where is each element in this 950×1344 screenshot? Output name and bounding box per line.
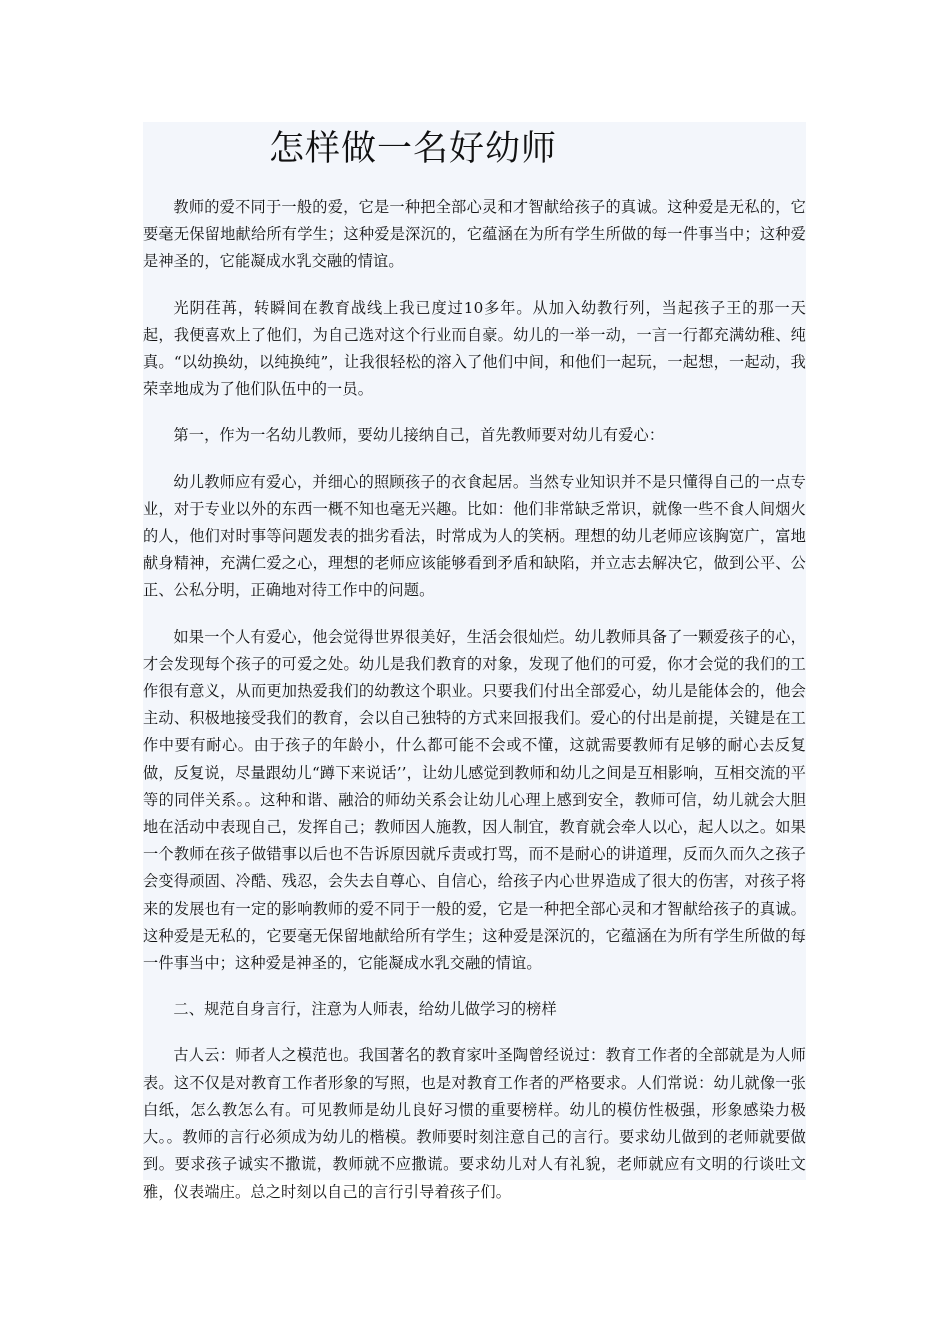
paragraph-love: 幼儿教师应有爱心，并细心的照顾孩子的衣食起居。当然专业知识并不是只懂得自己的一点专业，对于专业以外的东西一概不知也毫无兴趣。比如：他们非常缺乏常识，就像一些不食人间烟火的人，他们对时事等问题发表的拙劣看法，时常成为人的笑柄。理想的幼儿老师应该胸宽广，富地献身精神，充满仁爱之心，理想的老师应该能够看到矛盾和缺陷，并立志去解决它，做到公平、公正、公私分明，正确地对待工作中的问题。 <box>143 472 806 600</box>
section-heading-1: 第一，作为一名幼儿教师，要幼儿接纳自己，首先教师要对幼儿有爱心： <box>173 426 665 445</box>
document-title: 怎样做一名好幼师 <box>268 129 557 169</box>
document-body <box>143 194 806 1225</box>
paragraph-patience: 如果一个人有爱心，他会觉得世界很美好，生活会很灿烂。幼儿教师具备了一颗爱孩子的心，才会发现每个孩子的可爱之处。幼儿是我们教育的对象，发现了他们的可爱，你才会觉的我们的工作很有意义，从而更加热爱我们的幼教这个职业。只要我们付出全部爱心，幼儿是能体会的，他会主动、积极地接受我们的教育，会以自己独特的方式来回报我们。爱心的付出是前提，关键是在工作中要有耐心。由于孩子的年龄小，什么都可能不会或不懂，这就需要教师有足够的耐心去反复做，反复说，尽量跟幼儿“蹲下来说话’’，让幼儿感觉到教师和幼儿之间是互相影响，互相交流的平等的同伴关系。。这种和谐、融洽的师幼关系会让幼儿心理上感到安全，教师可信，幼儿就会大胆地在活动中表现自己，发挥自己；教师因人施教，因人制宜，教育就会牵人以心，起人以之。如果一个教师在孩子做错事以后也不告诉原因就斥责或打骂，而不是耐心的讲道理，反而久而久之孩子会变得顽固、冷酷、残忍，会失去自尊心、自信心，给孩子内心世界造成了很大的伤害，对孩子将来的发展也有一定的影响教师的爱不同于一般的爱，它是一种把全部心灵和才智献给孩子的真诚。这种爱是无私的，它要毫无保留地献给所有学生；这种爱是深沉的，它蕴涵在为所有学生所做的每一件事当中；这种爱是神圣的，它能凝成水乳交融的情谊。 <box>143 627 806 973</box>
paragraph-role-model: 古人云：师者人之模范也。我国著名的教育家叶圣陶曾经说过：教育工作者的全部就是为人师表。这不仅是对教育工作者形象的写照，也是对教育工作者的严格要求。人们常说：幼儿就像一张白纸，怎么教怎么有。可见教师是幼儿良好习惯的重要榜样。幼儿的模仿性极强，形象感染力极大。。教师的言行必须成为幼儿的楷模。教师要时刻注意自己的言行。要求幼儿做到的老师就要做到。要求孩子诚实不撒谎，教师就不应撒谎。要求幼儿对人有礼貌，老师就应有文明的行谈吐文雅，仪表端庄。总之时刻以自己的言行引导着孩子们。 <box>143 1046 806 1201</box>
paragraph-intro: 教师的爱不同于一般的爱，它是一种把全部心灵和才智献给孩子的真诚。这种爱是无私的，它要毫无保留地献给所有学生；这种爱是深沉的，它蕴涵在为所有学生所做的每一件事当中；这种爱是神圣的，它能凝成水乳交融的情谊。 <box>143 198 806 271</box>
paragraph-experience: 光阴荏苒，转瞬间在教育战线上我已度过10多年。从加入幼教行列，当起孩子王的那一天起，我便喜欢上了他们，为自己选对这个行业而自豪。幼儿的一举一动，一言一行都充满幼稚、纯真。“以幼换幼，以纯换纯”，让我很轻松的溶入了他们中间，和他们一起玩，一起想，一起动，我荣幸地成为了他们队伍中的一员。 <box>143 298 806 399</box>
section-heading-2: 二、规范自身言行，注意为人师表，给幼儿做学习的榜样 <box>173 1000 557 1019</box>
